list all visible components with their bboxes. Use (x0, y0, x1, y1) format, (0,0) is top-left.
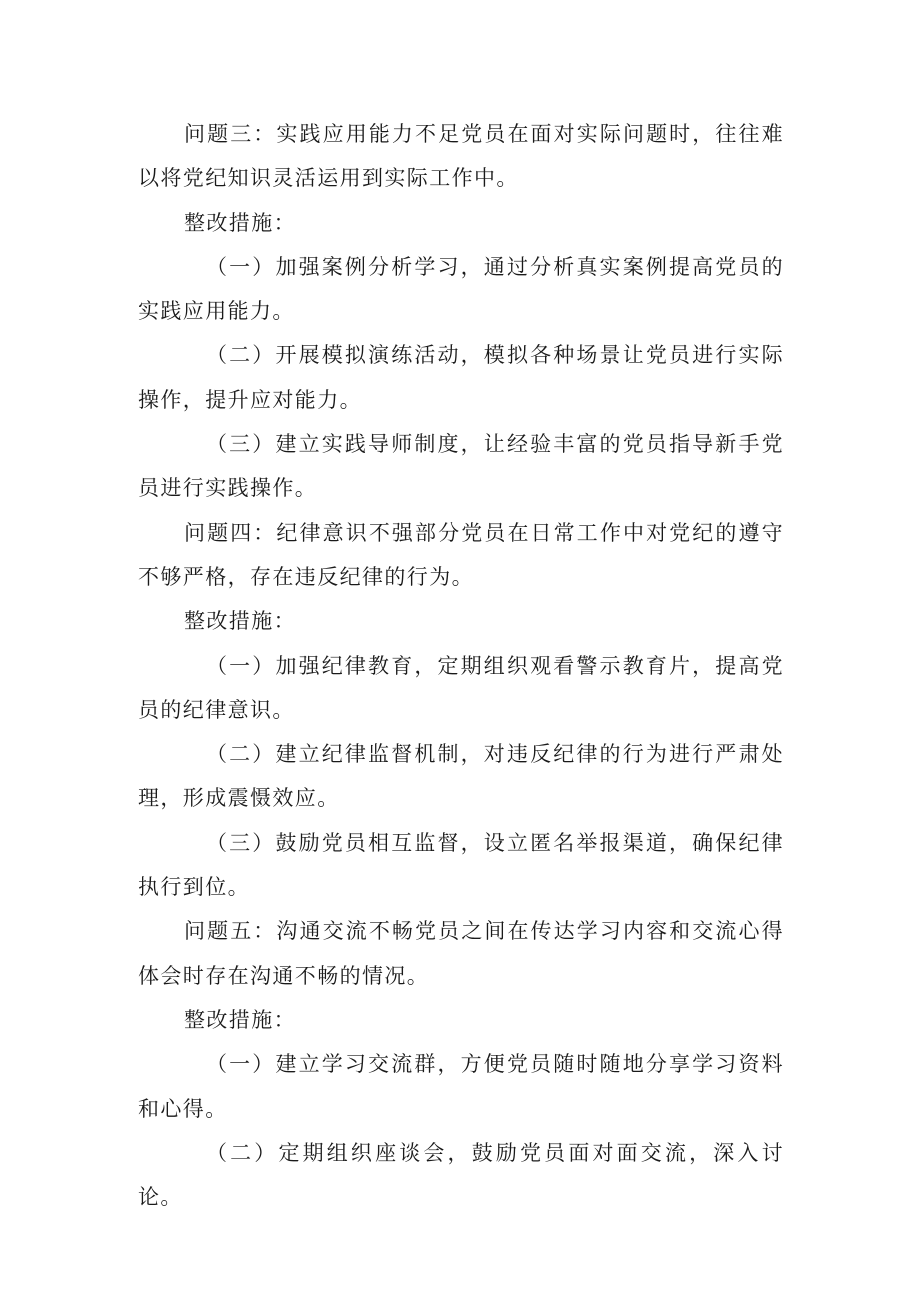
measure-item: （二）开展模拟演练活动，模拟各种场景让党员进行实际操作，提升应对能力。 (138, 343, 784, 412)
measure-item: （二）定期组织座谈会，鼓励党员面对面交流，深入讨论。 (138, 1140, 784, 1210)
problem-five-paragraph: 问题五：沟通交流不畅党员之间在传达学习内容和交流心得体会时存在沟通不畅的情况。 (138, 919, 784, 988)
document-body (138, 112, 784, 1219)
measure-item: （二）建立纪律监督机制，对违反纪律的行为进行严肃处理，形成震慑效应。 (138, 742, 784, 811)
measure-item: （一）加强纪律教育，定期组织观看警示教育片，提高党员的纪律意识。 (138, 653, 784, 722)
measure-item: （一）建立学习交流群，方便党员随时随地分享学习资料和心得。 (138, 1052, 784, 1121)
measure-item: （三）建立实践导师制度，让经验丰富的党员指导新手党员进行实践操作。 (138, 432, 784, 501)
rectification-heading: 整改措施： (184, 609, 296, 634)
problem-three-paragraph: 问题三：实践应用能力不足党员在面对实际问题时，往往难以将党纪知识灵活运用到实际工作中。 (138, 122, 784, 191)
problem-four-paragraph: 问题四：纪律意识不强部分党员在日常工作中对党纪的遵守不够严格，存在违反纪律的行为。 (138, 520, 784, 589)
rectification-heading: 整改措施： (184, 1007, 296, 1032)
measure-item: （一）加强案例分析学习，通过分析真实案例提高党员的实践应用能力。 (138, 254, 784, 324)
measure-item: （三）鼓励党员相互监督，设立匿名举报渠道，确保纪律执行到位。 (138, 830, 784, 900)
rectification-heading: 整改措施： (184, 210, 296, 235)
